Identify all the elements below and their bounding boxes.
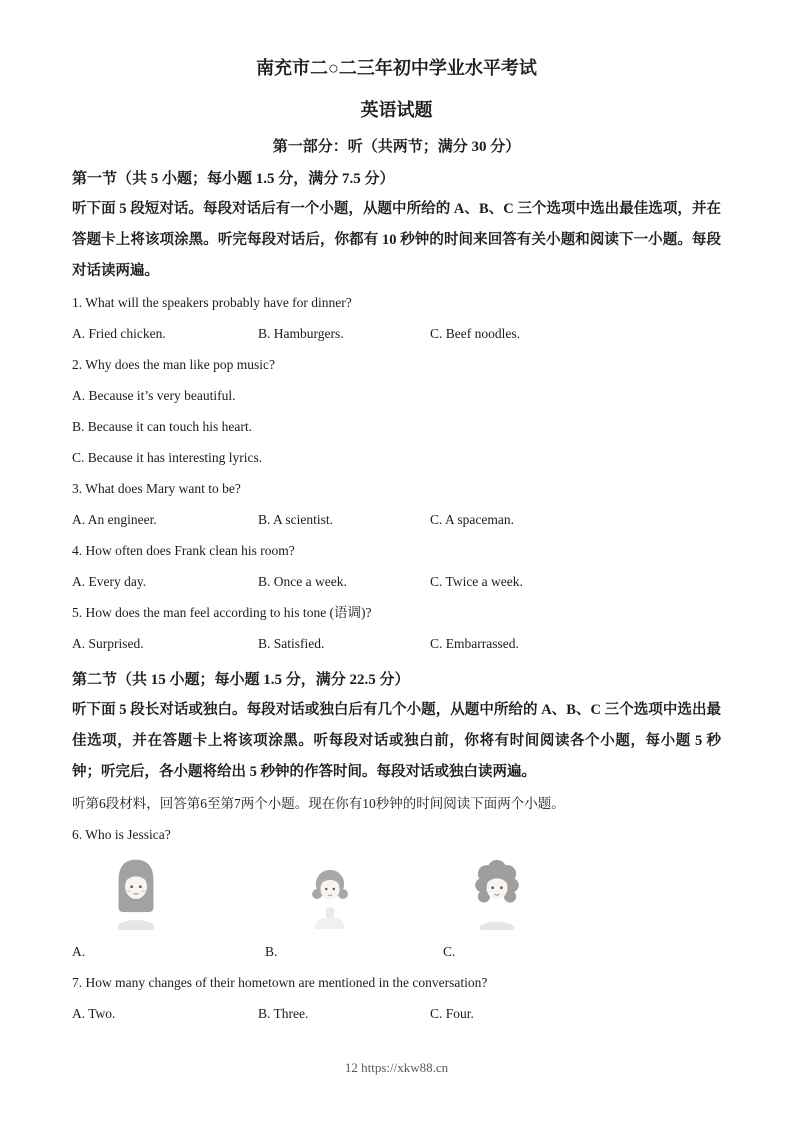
page-footer bbox=[0, 1060, 793, 1076]
section1-heading: 第一节（共 5 小题；每小题 1.5 分，满分 7.5 分） bbox=[72, 171, 395, 187]
question-5-text: 5. How does the man feel according to his tone (语调)? bbox=[72, 605, 372, 620]
woman-short-bob-hair-icon bbox=[305, 858, 355, 930]
question-1-options bbox=[72, 318, 721, 349]
option-a-image bbox=[108, 854, 164, 935]
question-5-options bbox=[72, 628, 721, 659]
question-7-text: 7. How many changes of their hometown are mentioned in the conversation? bbox=[72, 975, 488, 990]
question-3-option-b: B. A scientist. bbox=[258, 512, 334, 527]
question-7-option-b: B. Three. bbox=[258, 1006, 309, 1021]
question-6-label-c: C. bbox=[443, 944, 456, 959]
question-4-options bbox=[72, 566, 721, 597]
question-1-option-c: C. Beef noodles. bbox=[430, 326, 520, 341]
question-4-text: 4. How often does Frank clean his room? bbox=[72, 543, 295, 558]
question-4-option-b: B. Once a week. bbox=[258, 574, 347, 589]
question-3-text: 3. What does Mary want to be? bbox=[72, 481, 241, 496]
question-5-option-c: C. Embarrassed. bbox=[430, 636, 519, 651]
option-b-image bbox=[305, 858, 355, 935]
woman-long-straight-hair-icon bbox=[108, 854, 164, 930]
material-note: 听第6段材料，回答第6至第7两个小题。现在你有10秒钟的时间阅读下面两个小题。 bbox=[72, 796, 565, 811]
option-c-image bbox=[470, 856, 524, 935]
question-6-images bbox=[72, 854, 721, 934]
question-7 bbox=[72, 967, 721, 1029]
question-3 bbox=[72, 473, 721, 535]
question-4 bbox=[72, 535, 721, 597]
question-6-image-labels bbox=[72, 936, 721, 967]
question-7-option-c: C. Four. bbox=[430, 1006, 474, 1021]
question-1-option-a: A. Fried chicken. bbox=[72, 326, 166, 341]
section1-instructions: 听下面 5 段短对话。每段对话后有一个小题，从题中所给的 A、B、C 三个选项中选出最佳选项，并在答题卡上将该项涂黑。听完每段对话后，你都有 10 秒钟的时间来回答有关小题和阅读下一小题。每段对话读两遍。 bbox=[72, 201, 721, 279]
question-5 bbox=[72, 597, 721, 659]
question-4-option-c: C. Twice a week. bbox=[430, 574, 523, 589]
question-7-option-a: A. Two. bbox=[72, 1006, 116, 1021]
question-6-label-a: A. bbox=[72, 944, 86, 959]
question-5-option-a: A. Surprised. bbox=[72, 636, 144, 651]
question-2 bbox=[72, 349, 721, 473]
question-2-option-a: A. Because it’s very beautiful. bbox=[72, 388, 236, 403]
question-3-options bbox=[72, 504, 721, 535]
question-6-text: 6. Who is Jessica? bbox=[72, 827, 171, 842]
question-4-option-a: A. Every day. bbox=[72, 574, 147, 589]
question-3-option-a: A. An engineer. bbox=[72, 512, 157, 527]
paper-subtitle: 英语试题 bbox=[360, 100, 433, 120]
question-7-options bbox=[72, 998, 721, 1029]
part-heading: 第一部分：听（共两节；满分 30 分） bbox=[272, 139, 521, 155]
question-1-text: 1. What will the speakers probably have for dinner? bbox=[72, 295, 352, 310]
question-3-option-c: C. A spaceman. bbox=[430, 512, 514, 527]
question-2-option-c: C. Because it has interesting lyrics. bbox=[72, 450, 263, 465]
question-1-option-b: B. Hamburgers. bbox=[258, 326, 344, 341]
paper-title: 南充市二○二三年初中学业水平考试 bbox=[256, 58, 537, 78]
question-6-label-b: B. bbox=[265, 944, 278, 959]
footer-site-link[interactable]: 12 https://xkw88.cn bbox=[344, 1060, 449, 1075]
question-1 bbox=[72, 287, 721, 349]
section2-heading: 第二节（共 15 小题；每小题 1.5 分，满分 22.5 分） bbox=[72, 672, 410, 688]
woman-wavy-hair-icon bbox=[470, 856, 524, 930]
question-5-option-b: B. Satisfied. bbox=[258, 636, 325, 651]
question-2-option-b: B. Because it can touch his heart. bbox=[72, 419, 252, 434]
section2-instructions: 听下面 5 段长对话或独白。每段对话或独白后有几个小题，从题中所给的 A、B、C 三个选项中选出最佳选项，并在答题卡上将该项涂黑。听每段对话或独白前，你将有时间阅读各个小题，每小题 5 秒钟；听完后，各小题将给出 5 秒钟的作答时间。每段对话或独白读两遍。 bbox=[72, 702, 721, 780]
question-2-text: 2. Why does the man like pop music? bbox=[72, 357, 275, 372]
question-6 bbox=[72, 819, 721, 967]
